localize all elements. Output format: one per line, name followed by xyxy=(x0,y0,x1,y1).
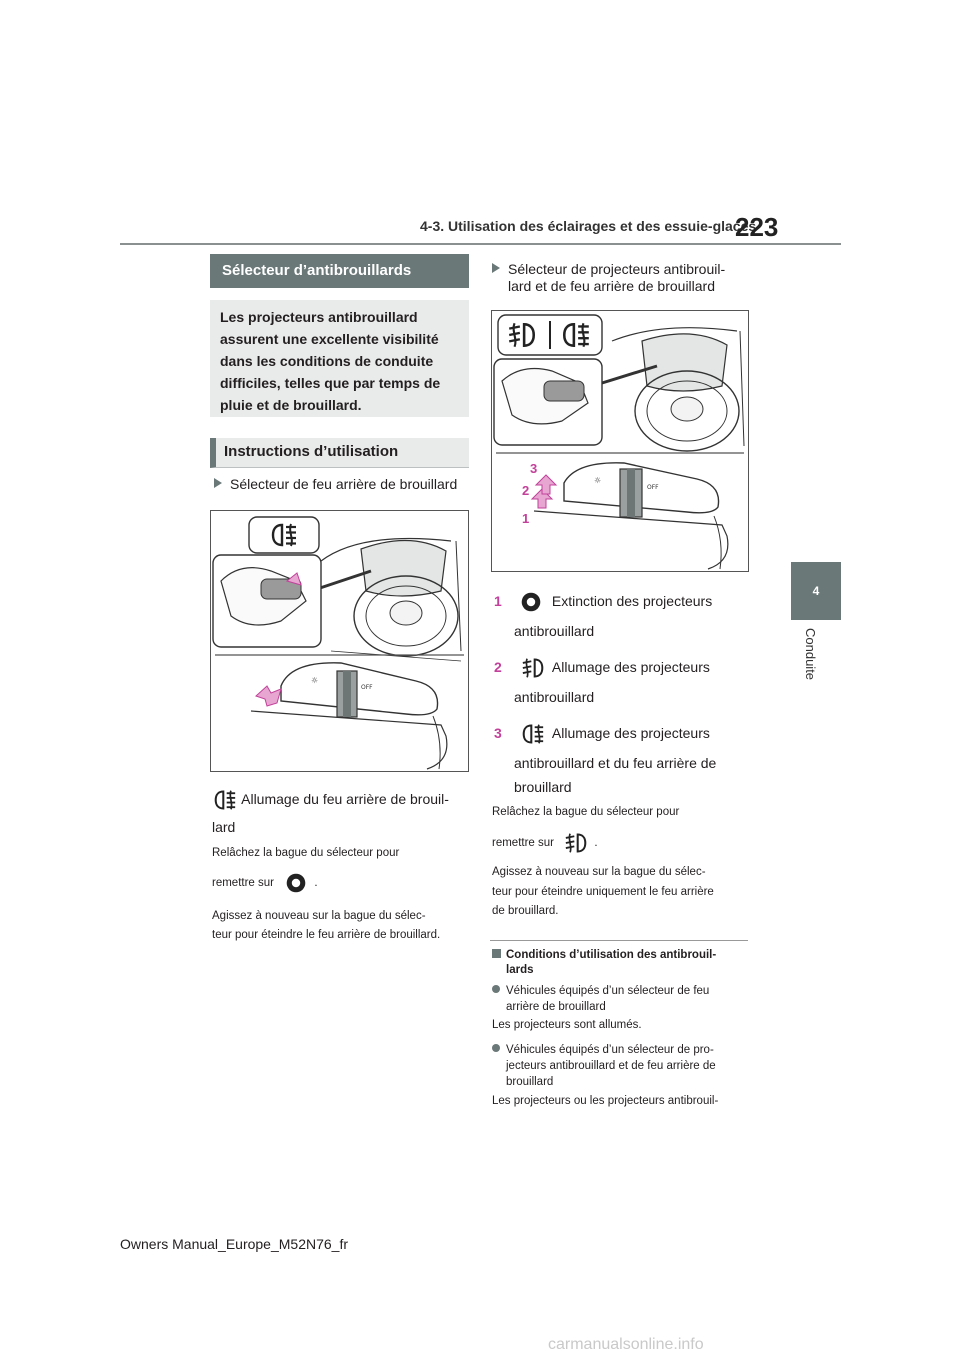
bullet-heading xyxy=(214,470,457,498)
step-3-line3: brouillard xyxy=(514,779,572,795)
condition-2-text-1: Véhicules équipés d’un sélecteur de pro- xyxy=(506,1044,714,1056)
bullet-heading-text: Sélecteur de feu arrière de brouillard xyxy=(230,476,458,492)
rear-fog-caption xyxy=(212,784,449,814)
right-note1-line2 xyxy=(492,832,598,854)
caption-text-1: Allumage du feu arrière de brouil- xyxy=(238,791,449,807)
square-bullet-icon xyxy=(492,949,501,958)
note1-end: . xyxy=(314,877,318,890)
chapter-tab: 4 xyxy=(791,562,841,620)
front-fog-lamp-icon xyxy=(520,657,546,679)
rear-fog-lamp-icon xyxy=(520,723,546,745)
fog-off-icon xyxy=(520,591,544,613)
callout-3: 3 xyxy=(530,461,538,476)
right-bullet-heading-text-1: Sélecteur de projecteurs antibrouil- xyxy=(508,261,726,277)
conditions-rule xyxy=(490,940,748,941)
triangle-bullet-icon xyxy=(492,263,500,273)
step-text: Extinction des projecteurs xyxy=(551,593,713,609)
condition-2-text-3: brouillard xyxy=(506,1076,554,1088)
note1-text: remettre sur xyxy=(212,877,274,890)
right-note1-end: . xyxy=(594,837,598,850)
note1-line1: Relâchez la bague du sélecteur pour xyxy=(212,847,400,859)
condition-1-text-1: Véhicules équipés d’un sélecteur de feu xyxy=(506,985,710,997)
step-number: 1 xyxy=(494,593,502,609)
sun-icon: ☼ xyxy=(311,676,319,685)
note2-line1: Agissez à nouveau sur la bague du sélec- xyxy=(212,910,426,922)
intro-line: assurent une excellente visibilité xyxy=(220,331,439,347)
section-title: 4-3. Utilisation des éclairages et des essuie-glaces xyxy=(420,218,757,234)
step-number: 2 xyxy=(494,659,502,675)
rear-fog-lamp-icon xyxy=(212,789,238,811)
front-rear-fog-switch-illustration xyxy=(491,310,749,572)
intro-line: pluie et de brouillard. xyxy=(220,397,362,413)
triangle-bullet-icon xyxy=(214,478,222,488)
watermark: carmanualsonline.info xyxy=(548,1336,704,1353)
chapter-label: Conduite xyxy=(803,628,818,681)
right-note2-line2: teur pour éteindre uniquement le feu arrière xyxy=(492,886,714,898)
step-2-line2: antibrouillard xyxy=(514,689,595,705)
right-note1-text: remettre sur xyxy=(492,837,554,850)
intro-line: dans les conditions de conduite xyxy=(220,353,434,369)
condition-1 xyxy=(492,983,709,999)
circle-bullet-icon xyxy=(492,985,500,993)
intro-box xyxy=(210,300,469,417)
condition-1-text-2: arrière de brouillard xyxy=(506,1001,606,1013)
section-heading: Sélecteur d’antibrouillards xyxy=(210,254,469,288)
right-note2-line3: de brouillard. xyxy=(492,905,559,917)
step-text: Allumage des projecteurs xyxy=(551,659,710,675)
step-3 xyxy=(494,718,710,748)
intro-line: Les projecteurs antibrouillard xyxy=(220,309,418,325)
sub-heading: Instructions d’utilisation xyxy=(210,438,469,468)
steering-lever-drawing xyxy=(211,511,468,771)
step-text: Allumage des projecteurs xyxy=(551,725,710,741)
fog-off-icon xyxy=(285,872,307,894)
right-note1-line1: Relâchez la bague du sélecteur pour xyxy=(492,806,680,818)
pink-arrow-icon xyxy=(256,686,281,706)
conditions-heading-text-2: lards xyxy=(506,964,534,976)
step-1 xyxy=(494,586,712,616)
header-rule xyxy=(120,243,841,245)
step-number: 3 xyxy=(494,725,502,741)
step-3-line2: antibrouillard et du feu arrière de xyxy=(514,755,717,771)
note2-line2: teur pour éteindre le feu arrière de brouillard. xyxy=(212,929,441,941)
sun-icon: ☼ xyxy=(594,476,602,485)
condition-2-result: Les projecteurs ou les projecteurs antibrouil- xyxy=(492,1095,719,1107)
callout-1: 1 xyxy=(522,511,530,526)
condition-1-result: Les projecteurs sont allumés. xyxy=(492,1019,642,1031)
right-note2-line1: Agissez à nouveau sur la bague du sélec- xyxy=(492,866,706,878)
intro-line: difficiles, telles que par temps de xyxy=(220,375,441,391)
pink-arrow-icon xyxy=(536,475,556,494)
rear-fog-switch-illustration xyxy=(210,510,469,772)
steering-lever-drawing xyxy=(492,311,748,571)
note1-line2 xyxy=(212,872,318,894)
front-fog-lamp-icon xyxy=(563,832,589,854)
conditions-heading xyxy=(492,947,716,963)
condition-2-text-2: jecteurs antibrouillard et de feu arrière de xyxy=(506,1060,716,1072)
caption-text-2: lard xyxy=(212,819,236,835)
step-2 xyxy=(494,652,710,682)
conditions-heading-text-1: Conditions d’utilisation des antibrouil- xyxy=(506,949,717,961)
svg-text:OFF: OFF xyxy=(361,684,373,691)
step-1-line2: antibrouillard xyxy=(514,623,595,639)
circle-bullet-icon xyxy=(492,1044,500,1052)
callout-2: 2 xyxy=(522,483,530,498)
page-number: 223 xyxy=(735,212,779,242)
svg-text:OFF: OFF xyxy=(647,484,659,491)
footer-doc-id: Owners Manual_Europe_M52N76_fr xyxy=(120,1236,349,1252)
right-bullet-heading-text-2: lard et de feu arrière de brouillard xyxy=(508,278,716,294)
condition-2 xyxy=(492,1042,714,1058)
